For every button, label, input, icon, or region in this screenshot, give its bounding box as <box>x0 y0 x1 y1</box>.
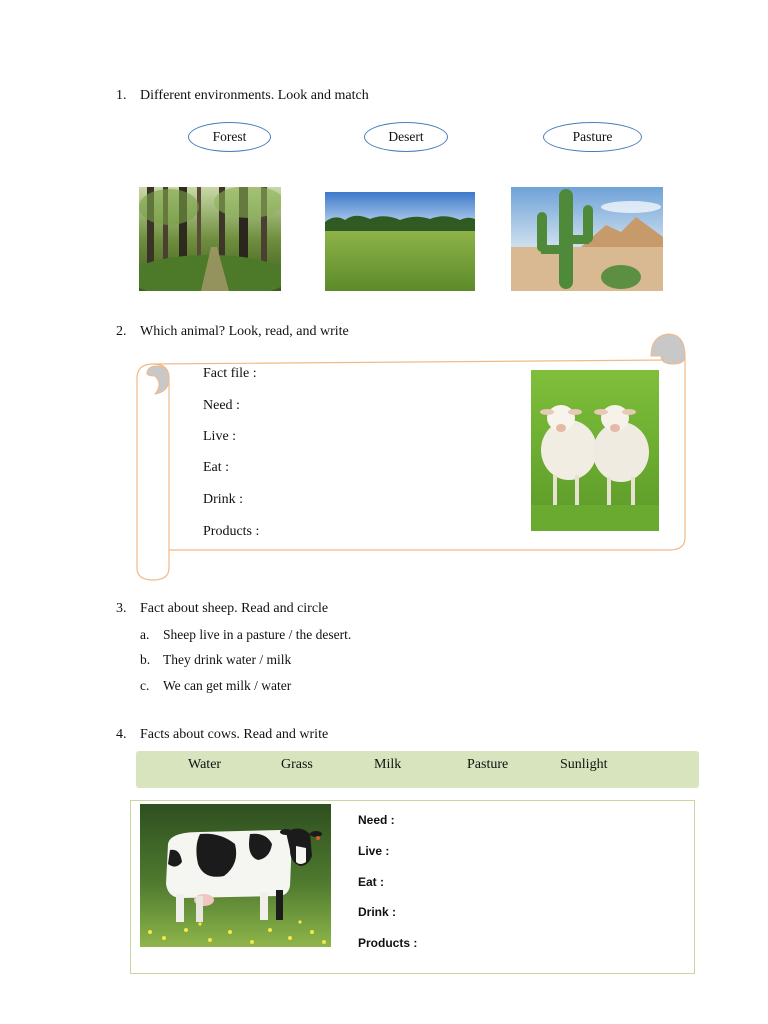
sheep-photo <box>531 370 659 531</box>
word-sunlight: Sunlight <box>560 757 608 772</box>
q3-item-b-letter: b. <box>140 652 151 667</box>
fact-file-title: Fact file : <box>203 366 257 381</box>
word-grass: Grass <box>281 757 313 772</box>
cow-live[interactable]: Live : <box>358 844 390 858</box>
cow-photo <box>140 804 331 947</box>
oval-forest-label: Forest <box>212 129 247 144</box>
cow-drink[interactable]: Drink : <box>358 905 397 919</box>
q1-number: 1. <box>116 88 127 103</box>
fact-need[interactable]: Need : <box>203 398 240 413</box>
q3-title: Fact about sheep. Read and circle <box>140 601 329 616</box>
q3-item-b-text[interactable]: They drink water / milk <box>163 652 292 667</box>
desert-photo[interactable] <box>511 187 663 291</box>
oval-desert-label: Desert <box>388 129 424 144</box>
word-pasture: Pasture <box>467 757 509 772</box>
q1-title: Different environments. Look and match <box>140 88 369 103</box>
oval-forest[interactable] <box>188 122 271 152</box>
q4-number: 4. <box>116 727 127 742</box>
fact-drink[interactable]: Drink : <box>203 492 244 507</box>
fact-eat[interactable]: Eat : <box>203 460 230 475</box>
word-bank <box>136 751 699 788</box>
cow-need[interactable]: Need : <box>358 813 395 827</box>
word-milk: Milk <box>374 757 402 772</box>
q3-item-c-text[interactable]: We can get milk / water <box>163 678 292 693</box>
q3-item-a-letter: a. <box>140 627 150 642</box>
fact-live[interactable]: Live : <box>203 429 237 444</box>
q2-number: 2. <box>116 324 127 339</box>
cow-eat[interactable]: Eat : <box>358 875 385 889</box>
fact-products[interactable]: Products : <box>203 524 260 539</box>
oval-desert[interactable] <box>364 122 448 152</box>
q3-item-c-letter: c. <box>140 678 150 693</box>
pasture-photo[interactable] <box>325 192 475 291</box>
q4-title: Facts about cows. Read and write <box>140 727 329 742</box>
q3-item-a-text[interactable]: Sheep live in a pasture / the desert. <box>163 627 352 642</box>
oval-pasture-label: Pasture <box>572 129 613 144</box>
q2-title: Which animal? Look, read, and write <box>140 324 349 339</box>
word-water: Water <box>188 757 222 772</box>
q3-number: 3. <box>116 601 127 616</box>
oval-pasture[interactable] <box>543 122 642 152</box>
cow-products[interactable]: Products : <box>358 936 418 950</box>
forest-photo[interactable] <box>139 187 281 291</box>
